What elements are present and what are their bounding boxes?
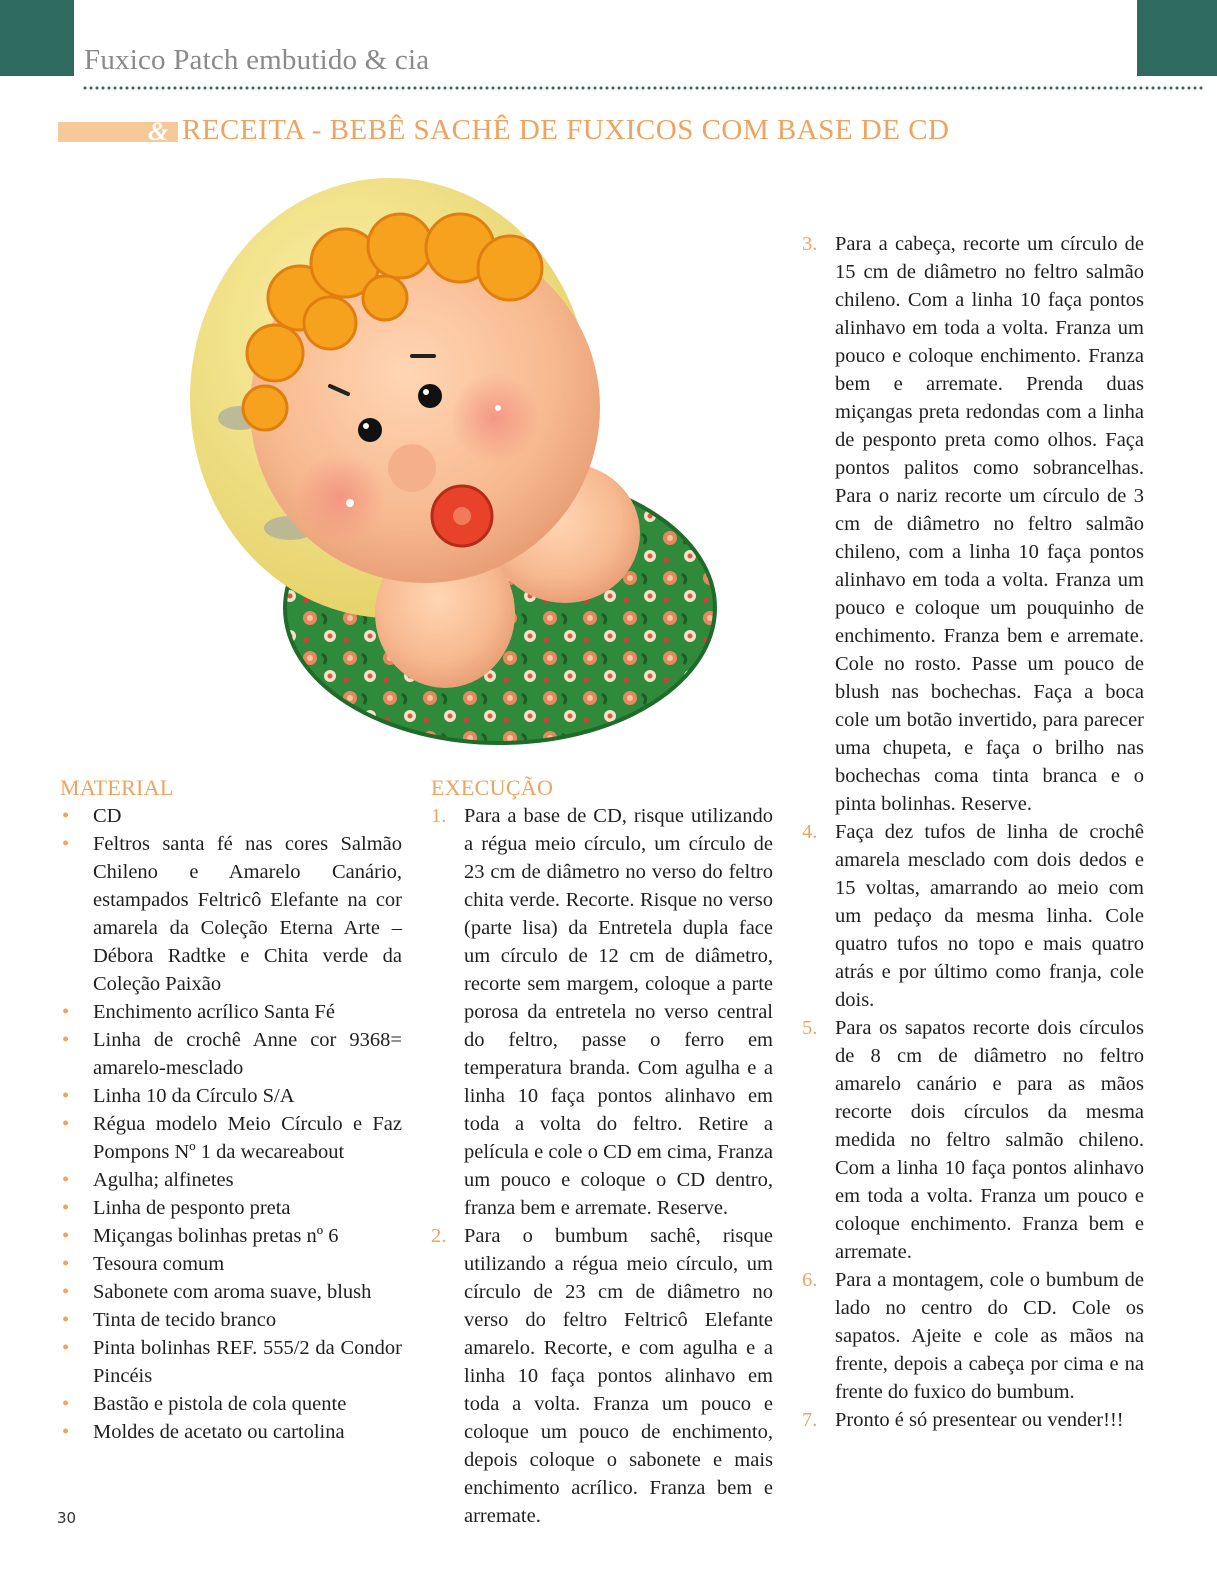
list-item: • Tinta de tecido branco <box>60 1306 402 1334</box>
list-item: • Enchimento acrílico Santa Fé <box>60 998 402 1026</box>
material-section <box>60 774 402 1446</box>
recipe-title: RECEITA - BEBÊ SACHÊ DE FUXICOS COM BASE DE CD <box>182 114 950 146</box>
step-text: Faça dez tufos de linha de crochê amarela mesclado com dois dedos e 15 voltas, amarrando ao meio com um pedaço da mesma linha. Cole quatro tufos no topo e mais quatro atrás e por último como franja, cole dois. <box>835 821 1144 1011</box>
list-item: • Feltros santa fé nas cores Salmão Chileno e Amarelo Canário, estampados Feltricô Elefante na cor amarela da Coleção Eterna Arte – Débora Radtke e Chita verde da Coleção Paixão <box>60 830 402 998</box>
execucao-heading: EXECUÇÃO <box>431 775 554 800</box>
step-number: 5. <box>802 1017 818 1039</box>
step-number: 7. <box>802 1409 818 1431</box>
fabric-baby-doll-image <box>180 168 740 758</box>
steps-list-part2 <box>802 230 1144 1434</box>
step-item <box>802 230 1144 818</box>
step-text: Para a cabeça, recorte um círculo de 15 cm de diâmetro no feltro salmão chileno. Com a linha 10 faça pontos alinhavo em toda a volta. Franza um pouco e coloque enchimento. Franza bem e arremate. Prenda duas miçangas preta redondas com a linha de pesponto preta como olhos. Faça pontos palitos como sobrancelhas. Para o nariz recorte um círculo de 3 cm de diâmetro no feltro salmão chileno, com a linha 10 faça pontos alinhavo em toda a volta. Franza um pouco e coloque um pouquinho de enchimento. Franza bem e arremate. Cole no rosto. Passe um pouco de blush nas bochechas. Faça a boca cole um botão invertido, para parecer uma chupeta, e faça o brilho nas bochechas coma tinta branca e o pinta bolinhas. Reserve. <box>835 233 1144 815</box>
execucao-continued <box>802 230 1144 1434</box>
list-item: • Pinta bolinhas REF. 555/2 da Condor Pincéis <box>60 1334 402 1390</box>
step-text: Para o bumbum sachê, risque utilizando a régua meio círculo, um círculo de 23 cm de diâmetro no verso do feltro Feltricô Elefante amarelo. Recorte, e com agulha e a linha 10 faça pontos alinhavo em toda a volta. Franza um pouco e coloque um pouco de enchimento, depois coloque o sabonete e mais enchimento acrílico. Franza bem e arremate. <box>464 1225 773 1527</box>
list-item: • Moldes de acetato ou cartolina <box>60 1418 402 1446</box>
list-item: • Bastão e pistola de cola quente <box>60 1390 402 1418</box>
dotted-rule <box>82 86 1203 90</box>
corner-block-right <box>1137 0 1217 76</box>
list-item: • Sabonete com aroma suave, blush <box>60 1278 402 1306</box>
list-item: • Miçangas bolinhas pretas nº 6 <box>60 1222 402 1250</box>
list-item: • Tesoura comum <box>60 1250 402 1278</box>
list-item: • Régua modelo Meio Círculo e Faz Pompons Nº 1 da wecareabout <box>60 1110 402 1166</box>
step-number: 6. <box>802 1269 818 1291</box>
steps-list-part1 <box>431 802 773 1530</box>
step-item <box>802 1266 1144 1406</box>
list-item: • Linha 10 da Círculo S/A <box>60 1082 402 1110</box>
step-text: Para a base de CD, risque utilizando a régua meio círculo, um círculo de 23 cm de diâmetro no verso do feltro chita verde. Recorte. Risque no verso (parte lisa) da Entretela dupla face um círculo de 12 cm de diâmetro, recorte sem margem, coloque a parte porosa da entretela no verso central do feltro, passe o ferro em temperatura branda. Com agulha e a linha 10 faça pontos alinhavo em toda a volta do feltro. Retire a película e cole o CD em cima, Franza um pouco e coloque o CD dentro, franza bem e arremate. Reserve. <box>464 805 773 1219</box>
step-text: Para os sapatos recorte dois círculos de 8 cm de diâmetro no feltro amarelo canário e para as mãos recorte dois círculos da mesma medida no feltro salmão chileno. Com a linha 10 faça pontos alinhavo em toda a volta. Franza um pouco e coloque enchimento. Franza bem e arremate. <box>835 1017 1144 1263</box>
page-number: 30 <box>57 1509 77 1527</box>
list-item: • Linha de crochê Anne cor 9368= amarelo-mesclado <box>60 1026 402 1082</box>
step-text: Para a montagem, cole o bumbum de lado no centro do CD. Cole os sapatos. Ajeite e cole as mãos na frente, depois a cabeça por cima e na frente do fuxico do bumbum. <box>835 1269 1144 1403</box>
step-number: 1. <box>431 805 447 827</box>
step-item <box>431 802 773 1222</box>
execucao-section <box>431 774 773 1530</box>
step-number: 3. <box>802 233 818 255</box>
step-item <box>802 1406 1144 1434</box>
material-heading: MATERIAL <box>60 775 174 800</box>
material-list <box>60 802 402 1446</box>
step-number: 4. <box>802 821 818 843</box>
list-item: • Linha de pesponto preta <box>60 1194 402 1222</box>
step-text: Pronto é só presentear ou vender!!! <box>835 1409 1124 1431</box>
step-item <box>802 818 1144 1014</box>
corner-block-left <box>0 0 74 76</box>
step-item <box>431 1222 773 1530</box>
running-head: Fuxico Patch embutido & cia <box>84 44 430 76</box>
list-item: • Agulha; alfinetes <box>60 1166 402 1194</box>
step-number: 2. <box>431 1225 447 1247</box>
title-ornament-icon: & <box>148 117 169 146</box>
list-item: • CD <box>60 802 402 830</box>
step-item <box>802 1014 1144 1266</box>
